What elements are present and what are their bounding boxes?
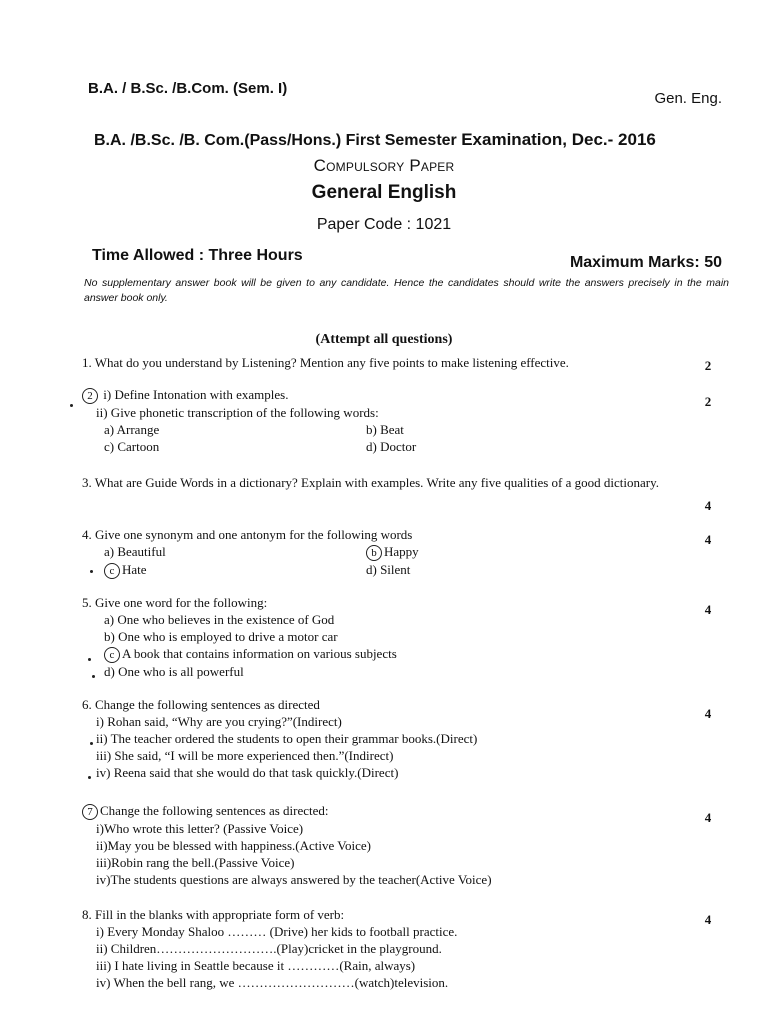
- subject-title: General English: [311, 182, 457, 203]
- question-7-marks: 4: [704, 810, 712, 825]
- question-8-iv: iv) When the bell rang, we ………………………(watch)television.: [96, 975, 449, 990]
- question-4-words: [82, 543, 682, 579]
- exam-title-suffix: Examination, Dec.- 2016: [461, 130, 656, 149]
- paper-type: Compulsory Paper: [313, 156, 455, 175]
- question-8-i: i) Every Monday Shaloo ……… (Drive) her kids to football practice.: [96, 924, 458, 939]
- question-8-iii: iii) I hate living in Seattle because it …………(Rain, always): [96, 958, 416, 973]
- question-3: [82, 474, 678, 491]
- attempt-note: (Attempt all questions): [315, 332, 453, 347]
- word-a: a) Arrange: [104, 422, 160, 437]
- question-2-part-i: 2 i) Define Intonation with examples.: [82, 386, 682, 404]
- question-6-iv: iv) Reena said that she would do that task quickly.(Direct): [96, 765, 399, 780]
- question-5-marks: 4: [704, 602, 712, 617]
- question-2-number: 2: [82, 388, 98, 404]
- pen-dot: [90, 742, 93, 745]
- question-1-marks: 2: [704, 358, 712, 373]
- question-5-b: b) One who is employed to drive a motor car: [104, 629, 338, 644]
- question-4: [82, 526, 682, 579]
- question-7-i: i)Who wrote this letter? (Passive Voice): [96, 821, 304, 836]
- question-2-part-ii: ii) Give phonetic transcription of the following words:: [96, 405, 379, 420]
- word-d: d) Silent: [366, 562, 411, 577]
- pen-dot: [70, 404, 73, 407]
- word-c: c) Cartoon: [104, 439, 160, 454]
- question-8: [82, 906, 682, 991]
- question-7-iv: iv)The students questions are always answered by the teacher(Active Voice): [96, 872, 492, 887]
- exam-title-prefix: B.A. /B.Sc. /B. Com.(Pass/Hons.) First Semester: [94, 132, 457, 149]
- instruction-note: No supplementary answer book will be given to any candidate. Hence the candidates should write the answers precisely in the main answer book only.: [84, 277, 729, 304]
- question-2-marks: 2: [704, 394, 712, 409]
- paper-code: Paper Code : 1021: [316, 216, 452, 233]
- question-7-title: 7 Change the following sentences as directed:: [82, 802, 682, 820]
- question-5: [82, 594, 682, 680]
- maximum-marks: Maximum Marks: 50: [569, 254, 722, 271]
- question-4-text: 4. Give one synonym and one antonym for the following words: [82, 527, 413, 542]
- word-d: d) Doctor: [366, 439, 417, 454]
- time-allowed: Time Allowed : Three Hours: [92, 247, 303, 264]
- pen-dot: [90, 570, 93, 573]
- exam-title: [94, 130, 656, 150]
- question-8-ii: ii) Children……………………….(Play)cricket in the playground.: [96, 941, 442, 956]
- question-3-text: 3. What are Guide Words in a dictionary? Explain with examples. Write any five qualities of a good dictionary.: [82, 475, 660, 490]
- pen-dot: [88, 776, 91, 779]
- question-1-text: 1. What do you understand by Listening? Mention any five points to make listening effective.: [82, 355, 569, 370]
- question-6: [82, 696, 682, 781]
- question-5-c: c A book that contains information on various subjects: [82, 645, 682, 663]
- question-5-text: 5. Give one word for the following:: [82, 595, 268, 610]
- word-c: c Hate: [104, 561, 366, 579]
- question-7-number: 7: [82, 804, 98, 820]
- question-7-iii: iii)Robin rang the bell.(Passive Voice): [96, 855, 295, 870]
- question-7-ii: ii)May you be blessed with happiness.(Active Voice): [96, 838, 371, 853]
- circled-letter: c: [104, 647, 120, 663]
- question-5-d: d) One who is all powerful: [104, 664, 244, 679]
- course-header: B.A. / B.Sc. /B.Com. (Sem. I): [88, 80, 288, 97]
- question-6-i: i) Rohan said, “Why are you crying?”(Indirect): [96, 714, 342, 729]
- question-4-marks: 4: [704, 532, 712, 547]
- question-2-words: [82, 421, 682, 455]
- circled-letter: b: [366, 545, 382, 561]
- pen-dot: [92, 675, 95, 678]
- subject-short: Gen. Eng.: [654, 90, 722, 107]
- question-3-marks: 4: [704, 498, 712, 513]
- question-6-marks: 4: [704, 706, 712, 721]
- question-2: [82, 386, 682, 455]
- word-a: a) Beautiful: [104, 544, 166, 559]
- question-7: [82, 802, 682, 888]
- question-5-a: a) One who believes in the existence of God: [104, 612, 335, 627]
- question-6-ii: ii) The teacher ordered the students to open their grammar books.(Direct): [96, 731, 478, 746]
- question-6-iii: iii) She said, “I will be more experienced then.”(Indirect): [96, 748, 394, 763]
- word-b: b Happy: [366, 543, 566, 561]
- question-8-text: 8. Fill in the blanks with appropriate form of verb:: [82, 907, 345, 922]
- question-8-marks: 4: [704, 912, 712, 927]
- pen-dot: [88, 658, 91, 661]
- question-1: [82, 354, 682, 371]
- question-6-text: 6. Change the following sentences as directed: [82, 697, 320, 712]
- circled-letter: c: [104, 563, 120, 579]
- word-b: b) Beat: [366, 422, 404, 437]
